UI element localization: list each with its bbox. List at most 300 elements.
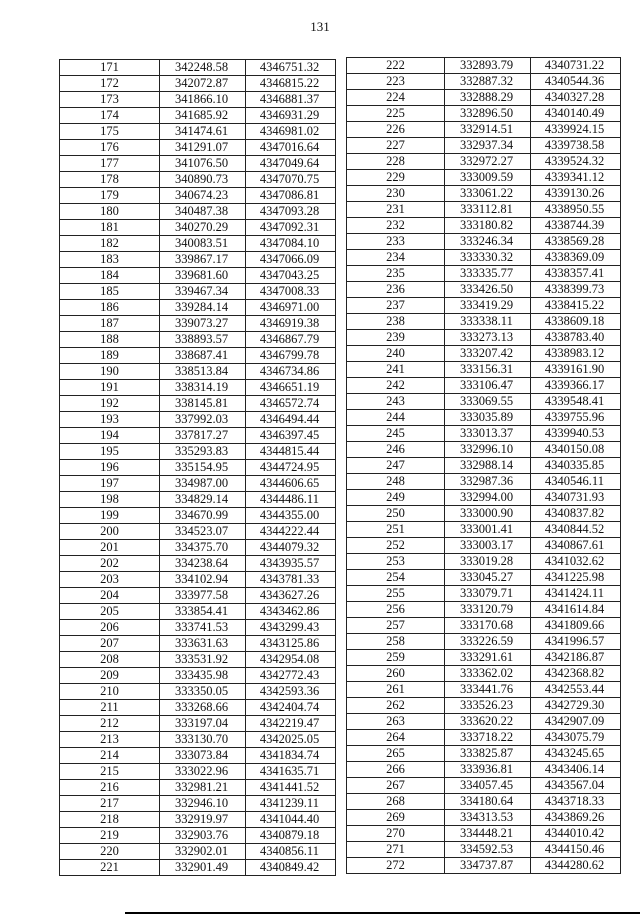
table-row (60, 140, 336, 156)
y-coordinate-cell: 4339524.32 (531, 154, 621, 170)
x-coordinate-cell: 333620.22 (445, 714, 531, 730)
table-row (347, 714, 621, 730)
table-row (347, 778, 621, 794)
x-coordinate-cell: 333291.61 (445, 650, 531, 666)
x-coordinate-cell: 334670.99 (160, 508, 246, 524)
x-coordinate-cell: 333197.04 (160, 716, 246, 732)
y-coordinate-cell: 4346931.29 (246, 108, 336, 124)
y-coordinate-cell: 4343245.65 (531, 746, 621, 762)
table-row (347, 810, 621, 826)
table-row (347, 682, 621, 698)
y-coordinate-cell: 4343567.04 (531, 778, 621, 794)
x-coordinate-cell: 333362.02 (445, 666, 531, 682)
table-row (60, 460, 336, 476)
table-row (347, 618, 621, 634)
table-row (347, 154, 621, 170)
x-coordinate-cell: 333035.89 (445, 410, 531, 426)
point-number-cell: 264 (347, 730, 445, 746)
table-row (347, 506, 621, 522)
x-coordinate-cell: 332893.79 (445, 58, 531, 74)
x-coordinate-cell: 333001.41 (445, 522, 531, 538)
y-coordinate-cell: 4339755.96 (531, 410, 621, 426)
point-number-cell: 198 (60, 492, 160, 508)
coordinates-table-left-body (60, 60, 336, 876)
y-coordinate-cell: 4340335.85 (531, 458, 621, 474)
y-coordinate-cell: 4342404.74 (246, 700, 336, 716)
table-row (347, 650, 621, 666)
x-coordinate-cell: 333441.76 (445, 682, 531, 698)
point-number-cell: 210 (60, 684, 160, 700)
point-number-cell: 216 (60, 780, 160, 796)
coordinates-table-right-body (347, 58, 621, 874)
y-coordinate-cell: 4347093.28 (246, 204, 336, 220)
y-coordinate-cell: 4339738.58 (531, 138, 621, 154)
table-row (60, 620, 336, 636)
y-coordinate-cell: 4341834.74 (246, 748, 336, 764)
table-row (347, 538, 621, 554)
point-number-cell: 239 (347, 330, 445, 346)
y-coordinate-cell: 4341225.98 (531, 570, 621, 586)
x-coordinate-cell: 333350.05 (160, 684, 246, 700)
x-coordinate-cell: 332901.49 (160, 860, 246, 876)
y-coordinate-cell: 4346751.32 (246, 60, 336, 76)
y-coordinate-cell: 4339366.17 (531, 378, 621, 394)
y-coordinate-cell: 4338569.28 (531, 234, 621, 250)
x-coordinate-cell: 333156.31 (445, 362, 531, 378)
point-number-cell: 209 (60, 668, 160, 684)
point-number-cell: 227 (347, 138, 445, 154)
table-row (60, 764, 336, 780)
x-coordinate-cell: 332903.76 (160, 828, 246, 844)
table-row (347, 170, 621, 186)
y-coordinate-cell: 4340844.52 (531, 522, 621, 538)
table-row (347, 138, 621, 154)
point-number-cell: 257 (347, 618, 445, 634)
table-row (60, 332, 336, 348)
point-number-cell: 206 (60, 620, 160, 636)
point-number-cell: 266 (347, 762, 445, 778)
table-row (60, 300, 336, 316)
table-row (347, 666, 621, 682)
x-coordinate-cell: 333045.27 (445, 570, 531, 586)
y-coordinate-cell: 4346572.74 (246, 396, 336, 412)
x-coordinate-cell: 340487.38 (160, 204, 246, 220)
table-row (60, 844, 336, 860)
table-row (60, 204, 336, 220)
table-row (347, 586, 621, 602)
point-number-cell: 207 (60, 636, 160, 652)
x-coordinate-cell: 332896.50 (445, 106, 531, 122)
table-row (60, 524, 336, 540)
point-number-cell: 269 (347, 810, 445, 826)
table-row (347, 74, 621, 90)
y-coordinate-cell: 4344355.00 (246, 508, 336, 524)
y-coordinate-cell: 4344606.65 (246, 476, 336, 492)
x-coordinate-cell: 337817.27 (160, 428, 246, 444)
x-coordinate-cell: 339073.27 (160, 316, 246, 332)
point-number-cell: 202 (60, 556, 160, 572)
point-number-cell: 203 (60, 572, 160, 588)
x-coordinate-cell: 332937.34 (445, 138, 531, 154)
x-coordinate-cell: 341076.50 (160, 156, 246, 172)
y-coordinate-cell: 4341424.11 (531, 586, 621, 602)
x-coordinate-cell: 333000.90 (445, 506, 531, 522)
x-coordinate-cell: 340674.23 (160, 188, 246, 204)
point-number-cell: 259 (347, 650, 445, 666)
y-coordinate-cell: 4341239.11 (246, 796, 336, 812)
y-coordinate-cell: 4340867.61 (531, 538, 621, 554)
x-coordinate-cell: 333531.92 (160, 652, 246, 668)
y-coordinate-cell: 4347070.75 (246, 172, 336, 188)
table-row (60, 348, 336, 364)
x-coordinate-cell: 333419.29 (445, 298, 531, 314)
point-number-cell: 230 (347, 186, 445, 202)
x-coordinate-cell: 338513.84 (160, 364, 246, 380)
table-row (347, 362, 621, 378)
point-number-cell: 258 (347, 634, 445, 650)
table-row (347, 458, 621, 474)
point-number-cell: 186 (60, 300, 160, 316)
table-row (60, 812, 336, 828)
point-number-cell: 226 (347, 122, 445, 138)
x-coordinate-cell: 333061.22 (445, 186, 531, 202)
x-coordinate-cell: 333825.87 (445, 746, 531, 762)
y-coordinate-cell: 4346919.38 (246, 316, 336, 332)
x-coordinate-cell: 333936.81 (445, 762, 531, 778)
x-coordinate-cell: 339681.60 (160, 268, 246, 284)
point-number-cell: 194 (60, 428, 160, 444)
y-coordinate-cell: 4346867.79 (246, 332, 336, 348)
point-number-cell: 262 (347, 698, 445, 714)
x-coordinate-cell: 333631.63 (160, 636, 246, 652)
table-row (60, 92, 336, 108)
y-coordinate-cell: 4346799.78 (246, 348, 336, 364)
y-coordinate-cell: 4340879.18 (246, 828, 336, 844)
y-coordinate-cell: 4339161.90 (531, 362, 621, 378)
table-row (60, 124, 336, 140)
y-coordinate-cell: 4340546.11 (531, 474, 621, 490)
x-coordinate-cell: 333426.50 (445, 282, 531, 298)
point-number-cell: 247 (347, 458, 445, 474)
x-coordinate-cell: 333246.34 (445, 234, 531, 250)
table-row (347, 378, 621, 394)
point-number-cell: 261 (347, 682, 445, 698)
coordinates-table-left (59, 59, 336, 876)
y-coordinate-cell: 4340150.08 (531, 442, 621, 458)
y-coordinate-cell: 4346971.00 (246, 300, 336, 316)
table-row (347, 826, 621, 842)
x-coordinate-cell: 333079.71 (445, 586, 531, 602)
point-number-cell: 205 (60, 604, 160, 620)
point-number-cell: 228 (347, 154, 445, 170)
y-coordinate-cell: 4341635.71 (246, 764, 336, 780)
table-row (60, 428, 336, 444)
table-row (347, 602, 621, 618)
y-coordinate-cell: 4344486.11 (246, 492, 336, 508)
point-number-cell: 252 (347, 538, 445, 554)
y-coordinate-cell: 4343627.26 (246, 588, 336, 604)
table-row (60, 380, 336, 396)
x-coordinate-cell: 333435.98 (160, 668, 246, 684)
table-row (60, 572, 336, 588)
y-coordinate-cell: 4338950.55 (531, 202, 621, 218)
y-coordinate-cell: 4343462.86 (246, 604, 336, 620)
table-row (60, 316, 336, 332)
point-number-cell: 245 (347, 426, 445, 442)
point-number-cell: 225 (347, 106, 445, 122)
x-coordinate-cell: 339284.14 (160, 300, 246, 316)
point-number-cell: 188 (60, 332, 160, 348)
table-row (347, 794, 621, 810)
y-coordinate-cell: 4343075.79 (531, 730, 621, 746)
table-row (60, 220, 336, 236)
table-row (60, 588, 336, 604)
y-coordinate-cell: 4344280.62 (531, 858, 621, 874)
x-coordinate-cell: 334313.53 (445, 810, 531, 826)
x-coordinate-cell: 333335.77 (445, 266, 531, 282)
y-coordinate-cell: 4343718.33 (531, 794, 621, 810)
table-row (60, 828, 336, 844)
point-number-cell: 235 (347, 266, 445, 282)
table-row (347, 106, 621, 122)
x-coordinate-cell: 342248.58 (160, 60, 246, 76)
point-number-cell: 223 (347, 74, 445, 90)
table-row (60, 732, 336, 748)
table-row (60, 508, 336, 524)
x-coordinate-cell: 340890.73 (160, 172, 246, 188)
y-coordinate-cell: 4344724.95 (246, 460, 336, 476)
y-coordinate-cell: 4342907.09 (531, 714, 621, 730)
x-coordinate-cell: 333718.22 (445, 730, 531, 746)
y-coordinate-cell: 4343781.33 (246, 572, 336, 588)
x-coordinate-cell: 342072.87 (160, 76, 246, 92)
x-coordinate-cell: 332946.10 (160, 796, 246, 812)
y-coordinate-cell: 4338609.18 (531, 314, 621, 330)
point-number-cell: 211 (60, 700, 160, 716)
x-coordinate-cell: 334987.00 (160, 476, 246, 492)
point-number-cell: 217 (60, 796, 160, 812)
point-number-cell: 268 (347, 794, 445, 810)
table-row (347, 394, 621, 410)
y-coordinate-cell: 4340140.49 (531, 106, 621, 122)
x-coordinate-cell: 334829.14 (160, 492, 246, 508)
x-coordinate-cell: 333019.28 (445, 554, 531, 570)
x-coordinate-cell: 332914.51 (445, 122, 531, 138)
table-row (60, 252, 336, 268)
x-coordinate-cell: 333073.84 (160, 748, 246, 764)
x-coordinate-cell: 332902.01 (160, 844, 246, 860)
table-row (347, 842, 621, 858)
point-number-cell: 272 (347, 858, 445, 874)
table-row (60, 860, 336, 876)
point-number-cell: 256 (347, 602, 445, 618)
x-coordinate-cell: 334057.45 (445, 778, 531, 794)
y-coordinate-cell: 4344815.44 (246, 444, 336, 460)
x-coordinate-cell: 333207.42 (445, 346, 531, 362)
table-row (347, 570, 621, 586)
x-coordinate-cell: 332994.00 (445, 490, 531, 506)
table-row (60, 412, 336, 428)
point-number-cell: 221 (60, 860, 160, 876)
point-number-cell: 179 (60, 188, 160, 204)
table-row (347, 634, 621, 650)
y-coordinate-cell: 4342025.05 (246, 732, 336, 748)
y-coordinate-cell: 4347086.81 (246, 188, 336, 204)
table-row (60, 700, 336, 716)
x-coordinate-cell: 334737.87 (445, 858, 531, 874)
y-coordinate-cell: 4347008.33 (246, 284, 336, 300)
table-row (347, 218, 621, 234)
table-row (60, 636, 336, 652)
y-coordinate-cell: 4341044.40 (246, 812, 336, 828)
point-number-cell: 212 (60, 716, 160, 732)
y-coordinate-cell: 4344150.46 (531, 842, 621, 858)
table-row (347, 762, 621, 778)
x-coordinate-cell: 333741.53 (160, 620, 246, 636)
point-number-cell: 232 (347, 218, 445, 234)
y-coordinate-cell: 4341614.84 (531, 602, 621, 618)
point-number-cell: 260 (347, 666, 445, 682)
point-number-cell: 251 (347, 522, 445, 538)
y-coordinate-cell: 4347043.25 (246, 268, 336, 284)
table-row (347, 490, 621, 506)
table-row (347, 858, 621, 874)
x-coordinate-cell: 334448.21 (445, 826, 531, 842)
x-coordinate-cell: 337992.03 (160, 412, 246, 428)
point-number-cell: 200 (60, 524, 160, 540)
point-number-cell: 171 (60, 60, 160, 76)
table-row (60, 108, 336, 124)
x-coordinate-cell: 338145.81 (160, 396, 246, 412)
x-coordinate-cell: 332987.36 (445, 474, 531, 490)
x-coordinate-cell: 332988.14 (445, 458, 531, 474)
point-number-cell: 250 (347, 506, 445, 522)
x-coordinate-cell: 333112.81 (445, 202, 531, 218)
table-row (60, 188, 336, 204)
y-coordinate-cell: 4346881.37 (246, 92, 336, 108)
x-coordinate-cell: 338893.57 (160, 332, 246, 348)
y-coordinate-cell: 4340731.93 (531, 490, 621, 506)
table-row (60, 284, 336, 300)
y-coordinate-cell: 4340849.42 (246, 860, 336, 876)
table-row (347, 122, 621, 138)
table-row (60, 268, 336, 284)
table-row (347, 698, 621, 714)
table-row (347, 410, 621, 426)
table-row (347, 298, 621, 314)
x-coordinate-cell: 332887.32 (445, 74, 531, 90)
table-row (347, 266, 621, 282)
y-coordinate-cell: 4347049.64 (246, 156, 336, 172)
table-row (60, 76, 336, 92)
point-number-cell: 241 (347, 362, 445, 378)
x-coordinate-cell: 341685.92 (160, 108, 246, 124)
x-coordinate-cell: 333273.13 (445, 330, 531, 346)
y-coordinate-cell: 4346815.22 (246, 76, 336, 92)
x-coordinate-cell: 341866.10 (160, 92, 246, 108)
table-row (60, 156, 336, 172)
point-number-cell: 270 (347, 826, 445, 842)
point-number-cell: 199 (60, 508, 160, 524)
point-number-cell: 196 (60, 460, 160, 476)
x-coordinate-cell: 338314.19 (160, 380, 246, 396)
point-number-cell: 189 (60, 348, 160, 364)
point-number-cell: 242 (347, 378, 445, 394)
table-row (60, 476, 336, 492)
table-row (60, 540, 336, 556)
table-row (60, 444, 336, 460)
point-number-cell: 267 (347, 778, 445, 794)
x-coordinate-cell: 333022.96 (160, 764, 246, 780)
x-coordinate-cell: 333268.66 (160, 700, 246, 716)
point-number-cell: 178 (60, 172, 160, 188)
table-row (60, 652, 336, 668)
point-number-cell: 246 (347, 442, 445, 458)
point-number-cell: 214 (60, 748, 160, 764)
x-coordinate-cell: 334238.64 (160, 556, 246, 572)
y-coordinate-cell: 4342593.36 (246, 684, 336, 700)
point-number-cell: 222 (347, 58, 445, 74)
x-coordinate-cell: 341291.07 (160, 140, 246, 156)
x-coordinate-cell: 333338.11 (445, 314, 531, 330)
y-coordinate-cell: 4340544.36 (531, 74, 621, 90)
x-coordinate-cell: 335154.95 (160, 460, 246, 476)
point-number-cell: 204 (60, 588, 160, 604)
point-number-cell: 237 (347, 298, 445, 314)
point-number-cell: 201 (60, 540, 160, 556)
table-row (60, 172, 336, 188)
table-row (347, 346, 621, 362)
y-coordinate-cell: 4339341.12 (531, 170, 621, 186)
point-number-cell: 236 (347, 282, 445, 298)
x-coordinate-cell: 334523.07 (160, 524, 246, 540)
x-coordinate-cell: 333854.41 (160, 604, 246, 620)
x-coordinate-cell: 332919.97 (160, 812, 246, 828)
y-coordinate-cell: 4342772.43 (246, 668, 336, 684)
table-row (60, 236, 336, 252)
table-row (60, 780, 336, 796)
x-coordinate-cell: 333977.58 (160, 588, 246, 604)
y-coordinate-cell: 4344010.42 (531, 826, 621, 842)
point-number-cell: 248 (347, 474, 445, 490)
y-coordinate-cell: 4338357.41 (531, 266, 621, 282)
point-number-cell: 243 (347, 394, 445, 410)
page-number: 131 (310, 19, 330, 34)
point-number-cell: 233 (347, 234, 445, 250)
table-row (60, 604, 336, 620)
y-coordinate-cell: 4339924.15 (531, 122, 621, 138)
table-row (60, 748, 336, 764)
y-coordinate-cell: 4343125.86 (246, 636, 336, 652)
point-number-cell: 197 (60, 476, 160, 492)
x-coordinate-cell: 333003.17 (445, 538, 531, 554)
y-coordinate-cell: 4342954.08 (246, 652, 336, 668)
y-coordinate-cell: 4338783.40 (531, 330, 621, 346)
x-coordinate-cell: 333226.59 (445, 634, 531, 650)
table-row (347, 746, 621, 762)
y-coordinate-cell: 4342729.30 (531, 698, 621, 714)
y-coordinate-cell: 4342186.87 (531, 650, 621, 666)
y-coordinate-cell: 4338744.39 (531, 218, 621, 234)
table-row (60, 796, 336, 812)
point-number-cell: 175 (60, 124, 160, 140)
x-coordinate-cell: 333013.37 (445, 426, 531, 442)
table-row (347, 330, 621, 346)
y-coordinate-cell: 4338983.12 (531, 346, 621, 362)
x-coordinate-cell: 333009.59 (445, 170, 531, 186)
table-row (60, 556, 336, 572)
point-number-cell: 190 (60, 364, 160, 380)
